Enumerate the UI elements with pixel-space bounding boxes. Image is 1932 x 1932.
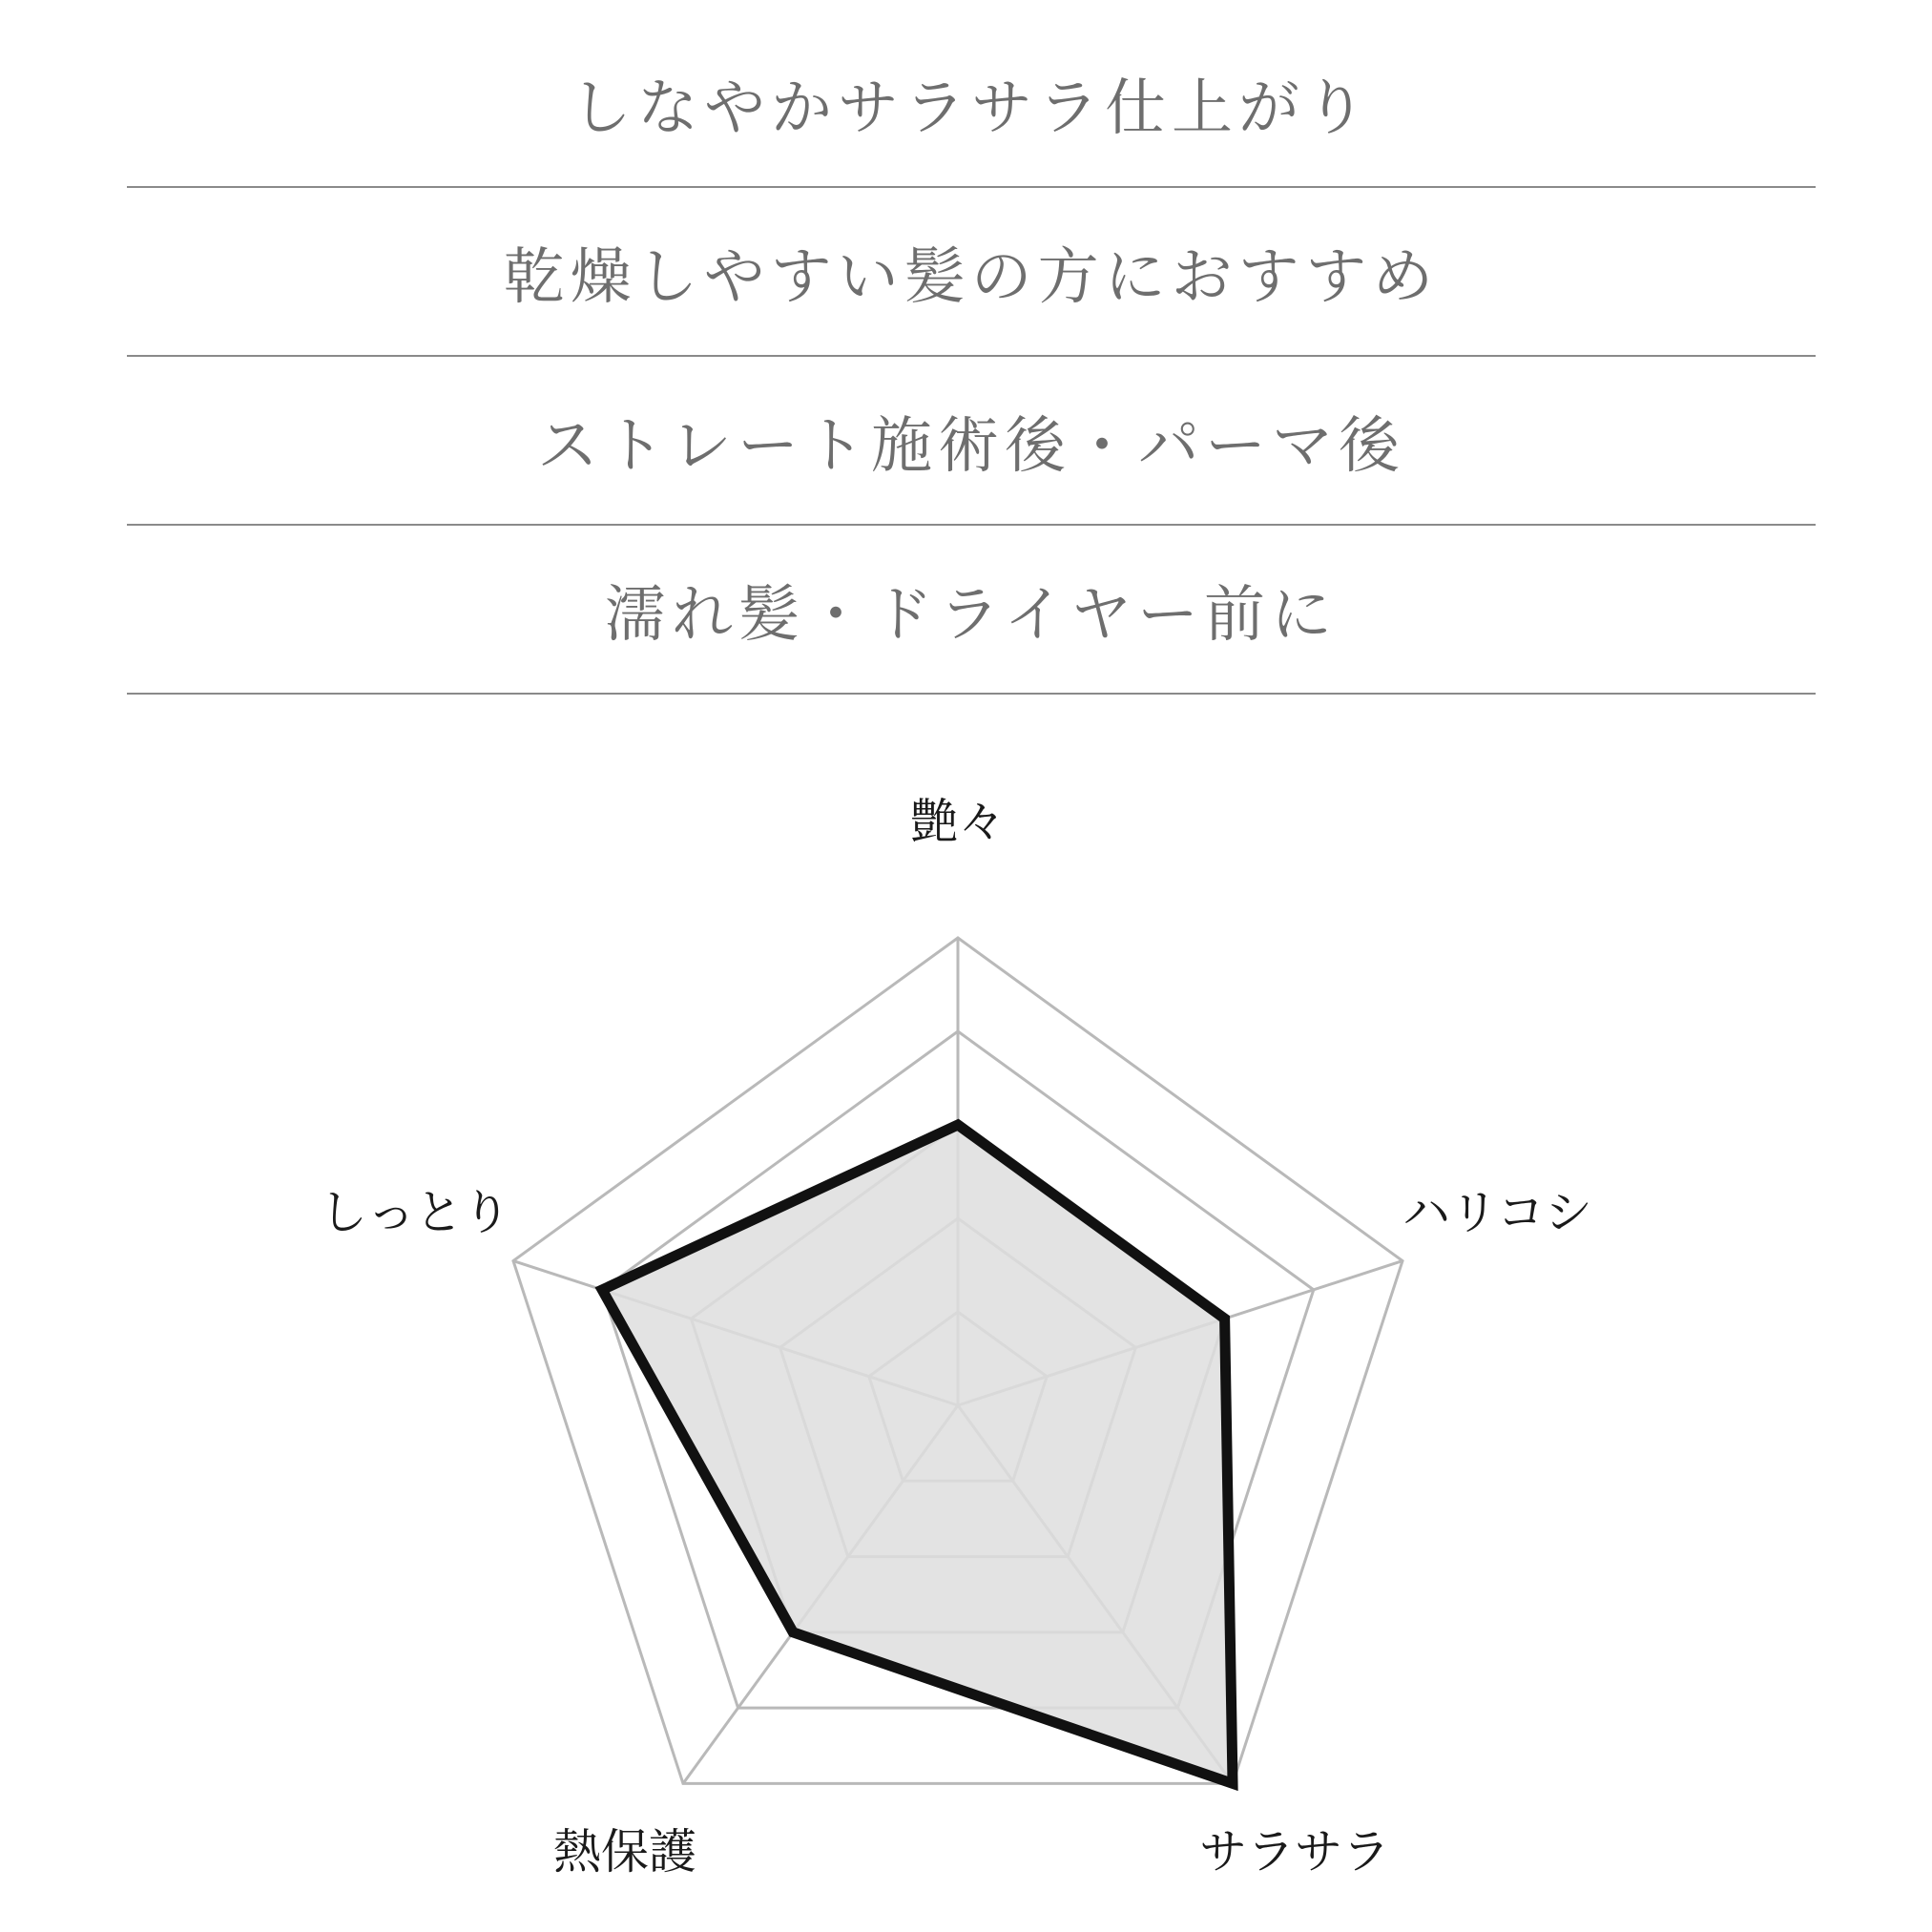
- axis-label-sarasara: サラサラ: [1199, 1824, 1390, 1880]
- axis-label-netsuhogo: 熱保護: [553, 1824, 696, 1880]
- feature-item: 濡れ髪・ドライヤー前に: [127, 526, 1816, 695]
- feature-item: ストレート施術後・パーマ後: [127, 357, 1816, 526]
- feature-item: しなやかサラサラ仕上がり: [127, 19, 1816, 188]
- axis-label-shittori: しっとり: [320, 1185, 510, 1240]
- axis-label-harikoshi: ハリコシ: [1402, 1185, 1592, 1240]
- axis-label-tsuyatsuya: 艶々: [910, 794, 1006, 849]
- feature-item: 乾燥しやすい髪の方におすすめ: [127, 188, 1816, 357]
- radar-data-area: [602, 1125, 1233, 1783]
